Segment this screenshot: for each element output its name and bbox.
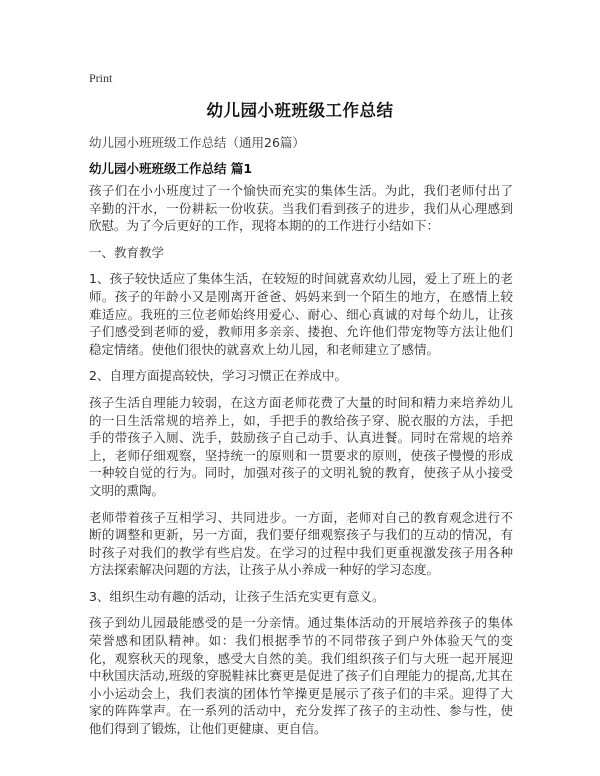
section-heading: 幼儿园小班班级工作总结 篇1: [89, 161, 253, 176]
paragraph-heading-self-care: 2、自理方面提高较快，学习习惯正在养成中。: [89, 368, 347, 384]
print-link[interactable]: Print: [89, 71, 113, 85]
page-title: 幼儿园小班班级工作总结: [206, 101, 394, 120]
paragraph-adaptation: 1、孩子较快适应了集体生活，在较短的时间就喜欢幼儿园，爱上了班上的老师。孩子的年龄小又是刚离开爸爸、妈妈来到一个陌生的地方，在感情上较难适应。我班的三位老师始终用爱心、耐心、细心真诚的对每个幼儿，让孩子们感受到老师的爱，教师用多亲亲、搂抱、允许他们带宠物等方法让他们稳定情绪。使他们很快的就喜欢上幼儿园，和老师建立了感情。: [89, 271, 513, 357]
paragraph-heading-teaching: 一、教育教学: [89, 244, 165, 260]
paragraph-heading-activities: 3、组织生动有趣的活动，让孩子生活充实更有意义。: [89, 588, 385, 604]
paragraph-activities: 孩子到幼儿园最能感受的是一分亲情。通过集体活动的开展培养孩子的集体荣誉感和团队精神。如：我们根据季节的不同带孩子到户外体验天气的变化，观察秋天的现象，感受大自然的美。我们组织孩子们与大班一起开展迎中秋国庆活动,班级的穿脱鞋袜比赛更是促进了孩子们自理能力的提高,尤其在小小运动会上，我们表演的团体竹竿操更是展示了孩子们的丰采。迎得了大家的阵阵掌声。在一系列的活动中，充分发挥了孩子的主动性、参与性，使他们得到了锻炼，让他们更健康、更自信。: [89, 615, 513, 737]
document-subtitle: 幼儿园小班班级工作总结（通用26篇）: [89, 135, 305, 150]
paragraph-learning: 老师带着孩子互相学习、共同进步。一方面，老师对自己的教育观念进行不断的调整和更新，另一方面，我们要仔细观察孩子与我们的互动的情况，有时孩子对我们的教学有些启发。在学习的过程中我们更重视激发孩子用各种方法探索解决问题的方法，让孩子从小养成一种好的学习态度。: [89, 509, 513, 578]
paragraph-intro: 孩子们在小小班度过了一个愉快而充实的集体生活。为此，我们老师付出了辛勤的汗水，一份耕耘一份收获。当我们看到孩子的进步，我们从心理感到欣慰。为了今后更好的工作，现将本期的的工作进行小结如下：: [89, 183, 513, 234]
document-body: [89, 182, 513, 747]
paragraph-self-care: 孩子生活自理能力较弱，在这方面老师花费了大量的时间和精力来培养幼儿的一日生活常规的培养上，如，手把手的教给孩子穿、脱衣服的方法，手把手的带孩子入厕、洗手，鼓励孩子自己动手、认真进餐。同时在常规的培养上，老师仔细观察，坚持统一的原则和一贯要求的原则，使孩子慢慢的形成一种较自觉的行为。同时，加强对孩子的文明礼貌的教育，使孩子从小接受文明的熏陶。: [89, 394, 513, 498]
